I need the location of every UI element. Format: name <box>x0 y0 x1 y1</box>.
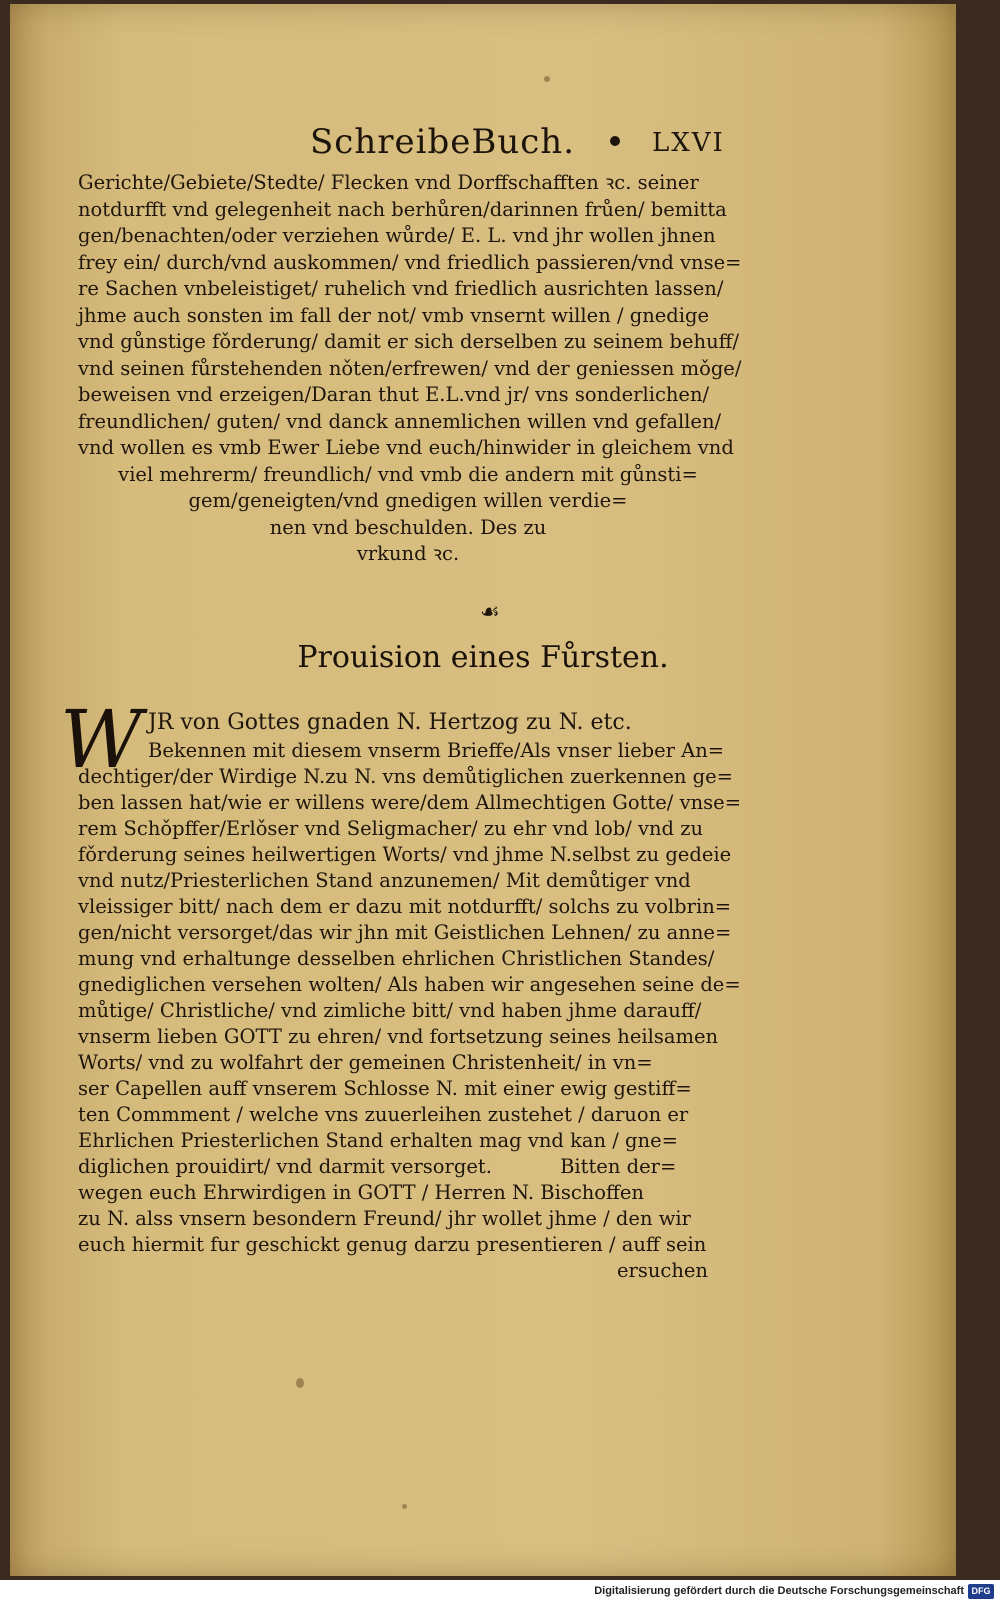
text-line: jhme auch sonsten im fall der not/ vmb vnsernt willen / gnedige <box>78 303 710 327</box>
text-line: mung vnd erhaltunge desselben ehrlichen Christlichen Standes/ <box>78 947 715 970</box>
text-line: re Sachen vnbeleistiget/ ruhelich vnd friedlich ausrichten lassen/ <box>78 277 724 300</box>
section-heading: Prouision eines Fůrsten. <box>297 640 669 675</box>
funding-credit: Digitalisierung gefördert durch die Deutsche Forschungsgemeinschaft <box>594 1585 964 1597</box>
text-line: vleissiger bitt/ nach dem er dazu mit notdurfft/ solchs zu volbrin= <box>78 895 732 918</box>
footer-bar <box>0 1582 1000 1604</box>
text-line: fǒrderung seines heilwertigen Worts/ vnd jhme N.selbst zu gedeie <box>78 843 732 866</box>
text-line: nen vnd beschulden. Des zu <box>269 515 547 539</box>
text-line: gnediglichen versehen wolten/ Als haben wir angesehen seine de= <box>78 973 741 996</box>
book-page <box>10 4 956 1576</box>
text-line: gen/benachten/oder verziehen wůrde/ E. L. vnd jhr wollen jhnen <box>78 224 716 247</box>
text-line: euch hiermit fur geschickt genug darzu presentieren / auff sein <box>78 1233 707 1256</box>
paper-stain <box>544 76 550 82</box>
text-line: viel mehrerm/ freundlich/ vnd vmb die andern mit gůnsti= <box>118 462 698 486</box>
ornament-dot <box>610 136 620 146</box>
page-header <box>10 122 956 172</box>
text-line: Bekennen mit diesem vnserm Brieffe/Als vnser lieber An= <box>148 739 725 762</box>
text-line: frey ein/ durch/vnd auskommen/ vnd friedlich passieren/vnd vnse= <box>78 250 742 274</box>
text-line: ser Capellen auff vnserem Schlosse N. mit einer ewig gestiff= <box>78 1077 692 1100</box>
text-line: freundlichen/ guten/ vnd danck annemlichen willen vnd gefallen/ <box>78 409 722 433</box>
text-line: ten Commment / welche vns zuuerleihen zustehet / daruon er <box>78 1103 689 1126</box>
text-line: beweisen vnd erzeigen/Daran thut E.L.vnd jr/ vns sonderlichen/ <box>78 383 710 406</box>
text-line: gen/nicht versorget/das wir jhn mit Geistlichen Lehnen/ zu anne= <box>78 921 732 944</box>
text-line: JR von Gottes gnaden N. Hertzog zu N. etc. <box>148 710 632 735</box>
provision-paragraph <box>78 708 742 1284</box>
text-line: gem/geneigten/vnd gnedigen willen verdie= <box>188 489 628 512</box>
text-line: vnserm lieben GOTT zu ehren/ vnd fortsetzung seines heilsamen <box>78 1025 719 1048</box>
text-line: diglichen prouidirt/ vnd darmit versorget. Bitten der= <box>78 1155 677 1178</box>
text-line: vrkund ꝛc. <box>356 542 460 565</box>
text-line: dechtiger/der Wirdige N.zu N. vns demůtiglichen zuerkennen ge= <box>78 765 733 788</box>
text-line: notdurfft vnd gelegenheit nach berhůren/darinnen frůen/ bemitta <box>78 197 727 221</box>
running-head: SchreibeBuch. <box>310 122 575 162</box>
text-line: vnd nutz/Priesterlichen Stand anzunemen/ Mit demůtiger vnd <box>78 869 691 892</box>
text-line: vnd gůnstige fǒrderung/ damit er sich derselben zu seinem behuff/ <box>78 330 740 353</box>
folio-number: LXVI <box>652 128 725 158</box>
text-line: rem Schǒpffer/Erlǒser vnd Seligmacher/ zu ehr vnd lob/ vnd zu <box>78 817 704 840</box>
text-line: wegen euch Ehrwirdigen in GOTT / Herren N. Bischoffen <box>78 1181 644 1204</box>
text-line: Worts/ vnd zu wolfahrt der gemeinen Christenheit/ in vn= <box>78 1051 653 1074</box>
dfg-logo: DFG <box>968 1584 994 1599</box>
paper-stain <box>296 1378 304 1388</box>
fleuron-ornament: ☙ <box>480 600 500 625</box>
text-line: vnd wollen es vmb Ewer Liebe vnd euch/hinwider in gleichem vnd <box>78 436 734 459</box>
catchword: ersuchen <box>616 1259 708 1282</box>
text-line: vnd seinen fůrstehenden nǒten/erfrewen/ vnd der geniessen mǒge/ <box>78 356 742 380</box>
text-line: Gerichte/Gebiete/Stedte/ Flecken vnd Dorffschafften ꝛc. seiner <box>78 171 699 194</box>
paper-stain <box>402 1504 407 1509</box>
text-line: ben lassen hat/wie er willens were/dem Allmechtigen Gotte/ vnse= <box>78 791 742 814</box>
text-line: Ehrlichen Priesterlichen Stand erhalten mag vnd kan / gne= <box>78 1129 678 1152</box>
decorated-initial: W <box>60 693 143 786</box>
text-line: zu N. alss vnsern besondern Freund/ jhr wollet jhme / den wir <box>78 1207 691 1230</box>
text-line: můtige/ Christliche/ vnd zimliche bitt/ vnd haben jhme darauff/ <box>78 999 702 1022</box>
letter-closing-paragraph <box>78 170 742 568</box>
